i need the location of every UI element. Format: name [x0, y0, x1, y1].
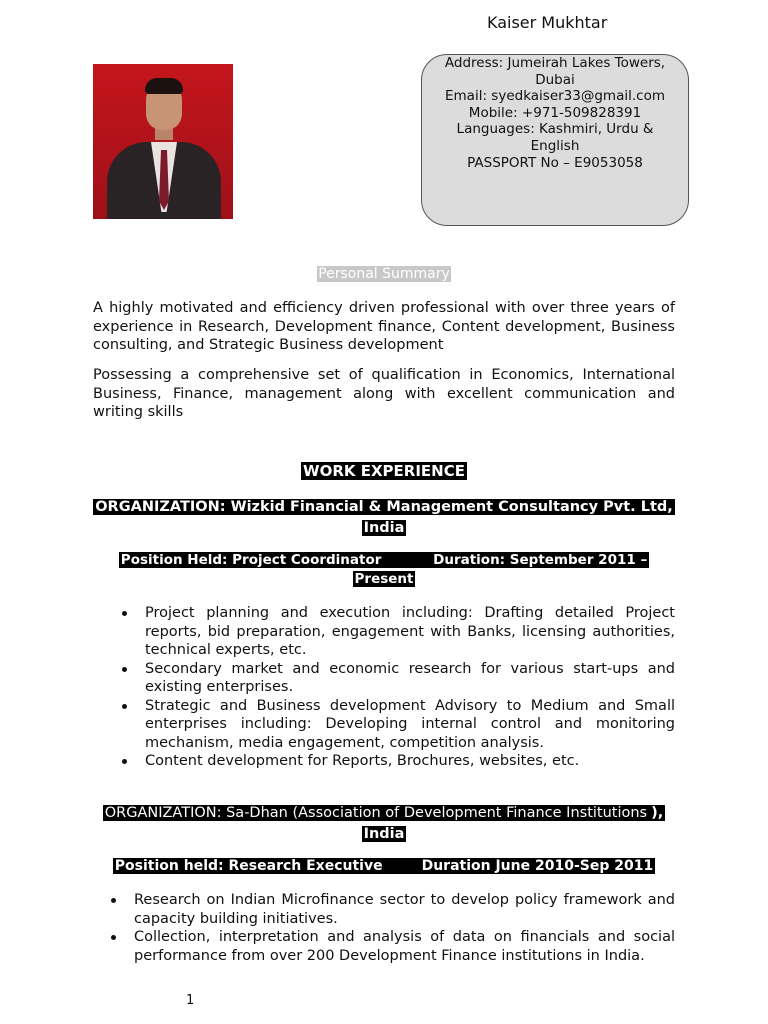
responsibility-list: [145, 604, 675, 771]
list-item: Collection, interpretation and analysis of data on financials and social performance from over 200 Development Finance institutions in India.: [134, 928, 675, 965]
profile-photo: [93, 64, 233, 219]
bullet-icon: [122, 611, 127, 616]
responsibility-list: [134, 891, 675, 965]
list-item: Strategic and Business development Advisory to Medium and Small enterprises including: Developing internal control and monitoring mechanism, media engagement, competition analysis.: [145, 697, 675, 753]
bullet-icon: [122, 667, 127, 672]
position-line: [93, 858, 675, 874]
contact-languages: Languages: Kashmiri, Urdu & English: [456, 121, 654, 154]
personal-summary-heading: Personal Summary: [318, 266, 450, 282]
position-line: [105, 551, 663, 588]
summary-paragraph: A highly motivated and efficiency driven professional with over three years of experience in Research, Development finance, Content development, Business consulting, and Strategic Business development: [93, 300, 675, 353]
organization-heading: ORGANIZATION: Sa-Dhan (Association of Development Finance Institutions ), India: [104, 805, 664, 842]
summary-paragraph: Possessing a comprehensive set of qualification in Economics, International Business, Finance, management along with excellent communication and writing skills: [93, 367, 675, 420]
list-item: Content development for Reports, Brochures, websites, etc.: [145, 752, 675, 771]
contact-mobile: Mobile: +971-509828391: [468, 104, 642, 121]
list-item: Project planning and execution including: Drafting detailed Project reports, bid preparation, engagement with Banks, licensing authorities, technical experts, etc.: [145, 604, 675, 660]
bullet-icon: [122, 759, 127, 764]
bullet-icon: [111, 898, 116, 903]
organization-heading: ORGANIZATION: Wizkid Financial & Management Consultancy Pvt. Ltd, India: [95, 499, 673, 536]
position-title: Position held: Research Executive: [114, 858, 383, 874]
position-duration: Duration June 2010-Sep 2011: [421, 858, 654, 874]
page-number: 1: [186, 993, 195, 1008]
contact-email: Email: syedkaiser33@gmail.com: [445, 88, 665, 105]
candidate-name: Kaiser Mukhtar: [487, 13, 608, 32]
contact-address: Address: Jumeirah Lakes Towers, Dubai: [444, 55, 666, 88]
work-experience-heading: WORK EXPERIENCE: [303, 462, 465, 480]
contact-passport: PASSPORT No – E9053058: [467, 154, 643, 171]
bullet-icon: [111, 935, 116, 940]
bullet-icon: [122, 704, 127, 709]
list-item: Secondary market and economic research for various start-ups and existing enterprises.: [145, 660, 675, 697]
position-title: Position Held: Project Coordinator: [120, 552, 382, 568]
list-item: Research on Indian Microfinance sector to develop policy framework and capacity building initiatives.: [134, 891, 675, 928]
contact-box: [421, 54, 689, 226]
position-duration: Duration: September 2011 – Present: [354, 552, 648, 587]
